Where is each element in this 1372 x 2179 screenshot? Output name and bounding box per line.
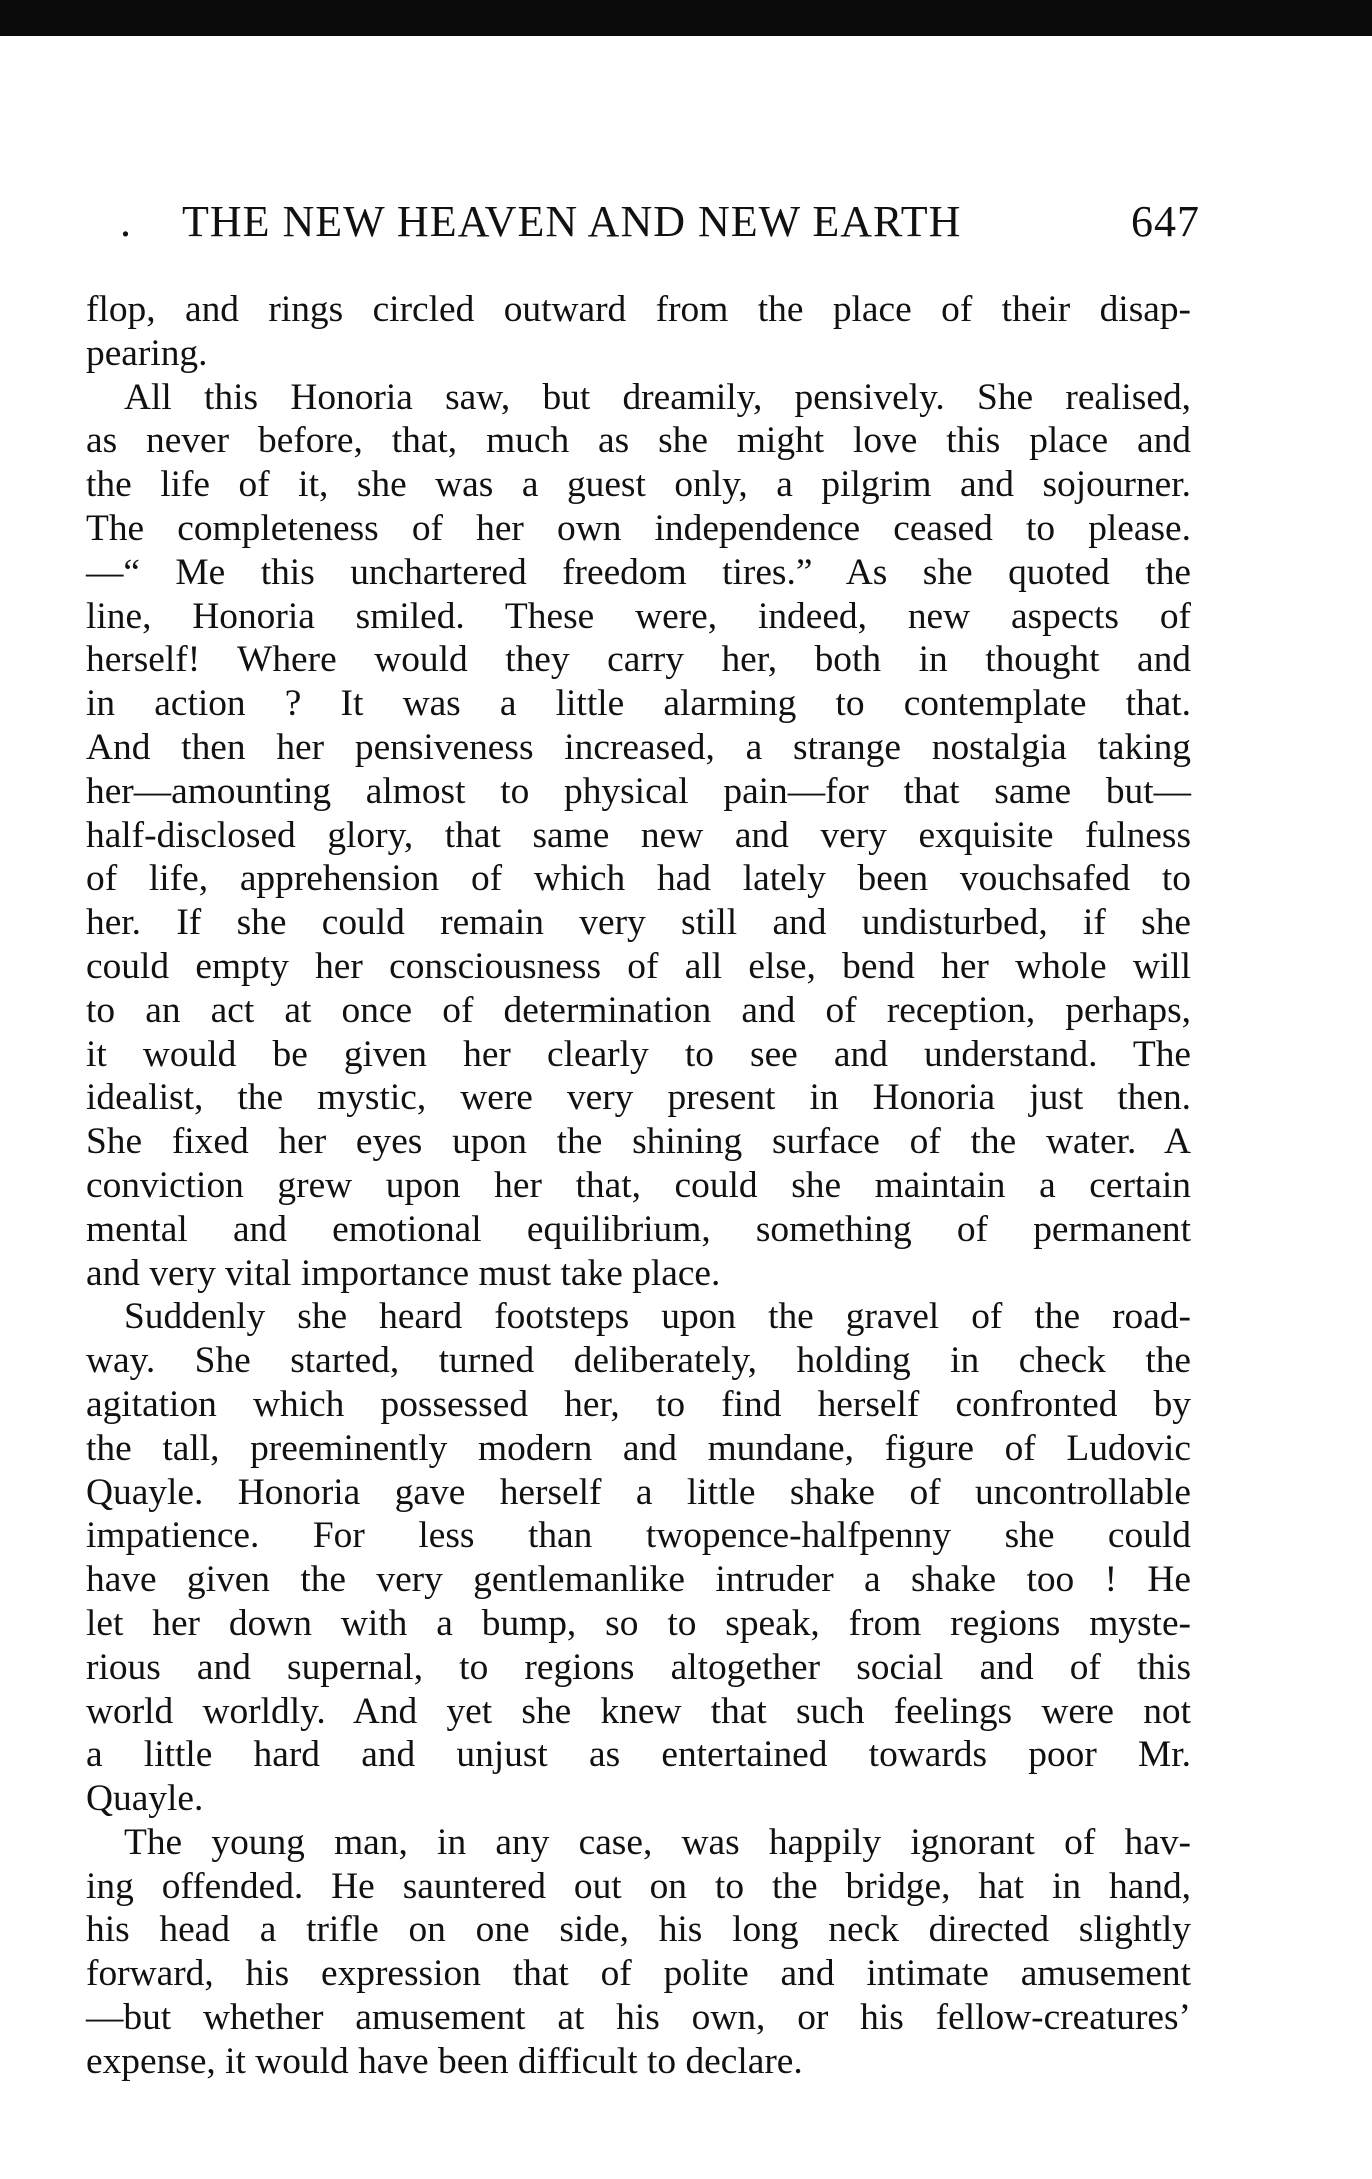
text-line: his head a trifle on one side, his long neck directed slightly (86, 1909, 1191, 1951)
text-line: rious and supernal, to regions altogether social and of this (86, 1646, 1191, 1688)
header-dot: . (120, 197, 132, 246)
text-line: way. She started, turned deliberately, holding in check the (86, 1340, 1191, 1382)
text-line: —“ Me this unchartered freedom tires.” As she quoted the (86, 551, 1191, 593)
running-title: THE NEW HEAVEN AND NEW EARTH (182, 197, 962, 246)
text-line: flop, and rings circled outward from the place of their disap- (86, 289, 1191, 330)
text-line: it would be given her clearly to see and understand. The (86, 1033, 1191, 1075)
text-line: as never before, that, much as she might love this place and (86, 420, 1191, 462)
text-line: —but whether amusement at his own, or his fellow-creatures’ (86, 1997, 1191, 2039)
text-line: expense, it would have been difficult to declare. (86, 2040, 803, 2082)
text-line: And then her pensiveness increased, a strange nostalgia taking (86, 726, 1191, 768)
text-line: Quayle. Honoria gave herself a little shake of uncontrollable (86, 1471, 1191, 1513)
text-line: pearing. (86, 332, 208, 374)
text-line: have given the very gentlemanlike intruder a shake too ! He (86, 1559, 1191, 1601)
text-line: The completeness of her own independence ceased to please. (86, 507, 1191, 549)
body-text (86, 288, 1191, 2084)
text-line: forward, his expression that of polite and intimate amusement (86, 1953, 1191, 1995)
page-header (120, 196, 1200, 256)
text-line: line, Honoria smiled. These were, indeed, new aspects of (86, 595, 1191, 637)
text-line: in action ? It was a little alarming to contemplate that. (86, 683, 1191, 725)
text-line: All this Honoria saw, but dreamily, pensively. She realised, (124, 376, 1191, 418)
text-line: conviction grew upon her that, could she maintain a certain (86, 1164, 1191, 1206)
text-line: Suddenly she heard footsteps upon the gravel of the road- (124, 1296, 1191, 1338)
text-line: ing offended. He sauntered out on to the bridge, hat in hand, (86, 1865, 1191, 1907)
text-line: agitation which possessed her, to find herself confronted by (86, 1383, 1191, 1425)
text-line: of life, apprehension of which had lately been vouchsafed to (86, 858, 1191, 900)
text-line: Quayle. (86, 1778, 204, 1820)
text-line: herself! Where would they carry her, both in thought and (86, 639, 1191, 681)
text-line: her. If she could remain very still and undisturbed, if she (86, 902, 1191, 944)
text-line: The young man, in any case, was happily ignorant of hav- (124, 1821, 1191, 1863)
text-line: world worldly. And yet she knew that such feelings were not (86, 1690, 1191, 1732)
text-line: impatience. For less than twopence-halfpenny she could (86, 1515, 1191, 1557)
text-line: half-disclosed glory, that same new and very exquisite fulness (86, 814, 1191, 856)
text-line: her—amounting almost to physical pain—for that same but— (86, 770, 1191, 812)
text-line: and very vital importance must take place. (86, 1252, 721, 1294)
text-line: She fixed her eyes upon the shining surface of the water. A (86, 1121, 1191, 1163)
text-line: mental and emotional equilibrium, something of permanent (86, 1208, 1191, 1250)
text-line: the tall, preeminently modern and mundane, figure of Ludovic (86, 1427, 1191, 1469)
page-number: 647 (1131, 197, 1200, 246)
text-line: a little hard and unjust as entertained towards poor Mr. (86, 1734, 1191, 1776)
text-line: idealist, the mystic, were very present in Honoria just then. (86, 1077, 1191, 1119)
text-line: the life of it, she was a guest only, a pilgrim and sojourner. (86, 464, 1191, 506)
text-line: to an act at once of determination and of reception, perhaps, (86, 989, 1191, 1031)
scan-top-edge (0, 0, 1372, 36)
text-line: could empty her consciousness of all else, bend her whole will (86, 945, 1191, 987)
text-line: let her down with a bump, so to speak, from regions myste- (86, 1602, 1191, 1644)
